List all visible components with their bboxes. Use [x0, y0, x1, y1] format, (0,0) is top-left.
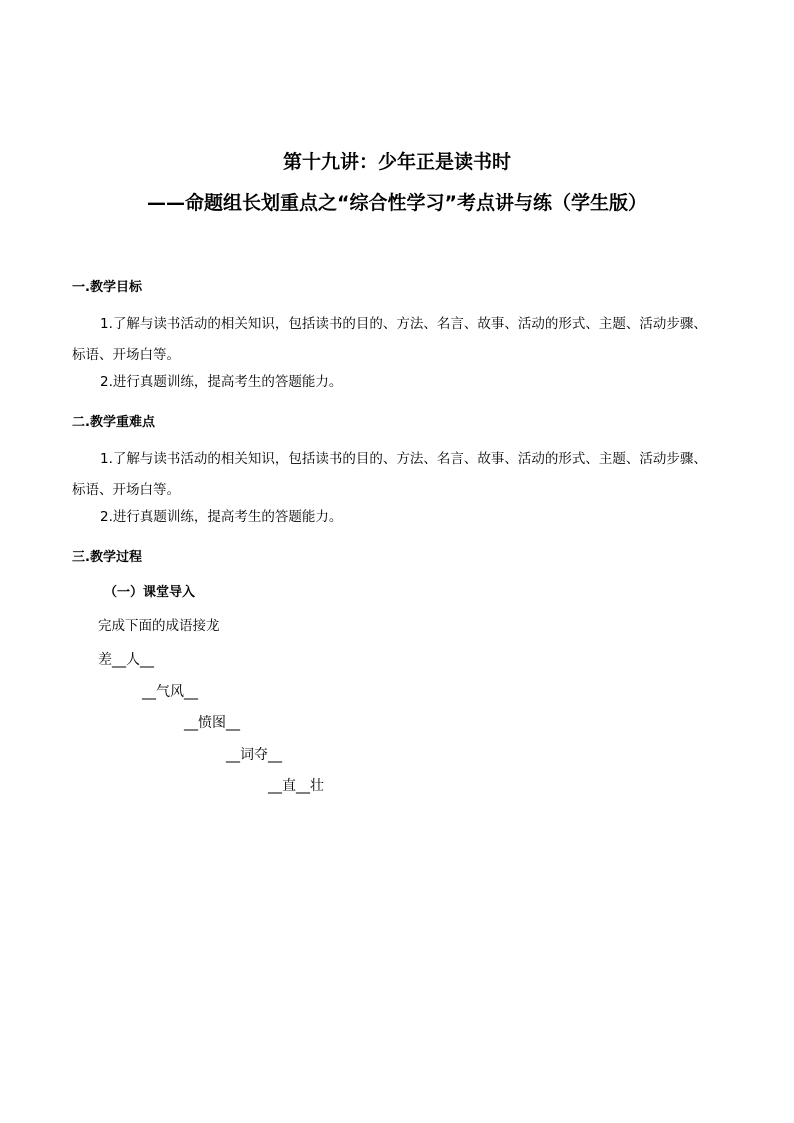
difficulties-item-1-line-2: 标语、开场白等。 [72, 482, 180, 498]
idiom-chain-item-1: 差__人__ [98, 652, 154, 668]
goals-item-2: 2.进行真题训练，提高考生的答题能力。 [100, 374, 343, 390]
idiom-chain-item-3: __愤图__ [184, 715, 240, 731]
idiom-chain-instruction: 完成下面的成语接龙 [98, 618, 220, 634]
idiom-chain-item-4: __词夺__ [226, 747, 282, 763]
difficulties-item-2: 2.进行真题训练，提高考生的答题能力。 [100, 509, 343, 525]
section-heading-key-difficulties: 二.教学重难点 [72, 415, 155, 430]
idiom-chain-item-2: __气风__ [142, 684, 198, 700]
document-subtitle: ——命题组长划重点之“综合性学习”考点讲与练（学生版） [147, 192, 647, 214]
subheading-class-intro: （一）课堂导入 [104, 585, 196, 600]
goals-item-1-line-1: 1.了解与读书活动的相关知识，包括读书的目的、方法、名言、故事、活动的形式、主题、活动步骤、 [100, 316, 707, 332]
section-heading-teaching-process: 三.教学过程 [72, 550, 142, 565]
idiom-chain-item-5: __直__壮 [268, 778, 324, 794]
document-title: 第十九讲：少年正是读书时 [282, 151, 511, 173]
difficulties-item-1-line-1: 1.了解与读书活动的相关知识，包括读书的目的、方法、名言、故事、活动的形式、主题、活动步骤、 [100, 451, 707, 467]
goals-item-1-line-2: 标语、开场白等。 [72, 347, 180, 363]
section-heading-teaching-goals: 一.教学目标 [72, 280, 142, 295]
